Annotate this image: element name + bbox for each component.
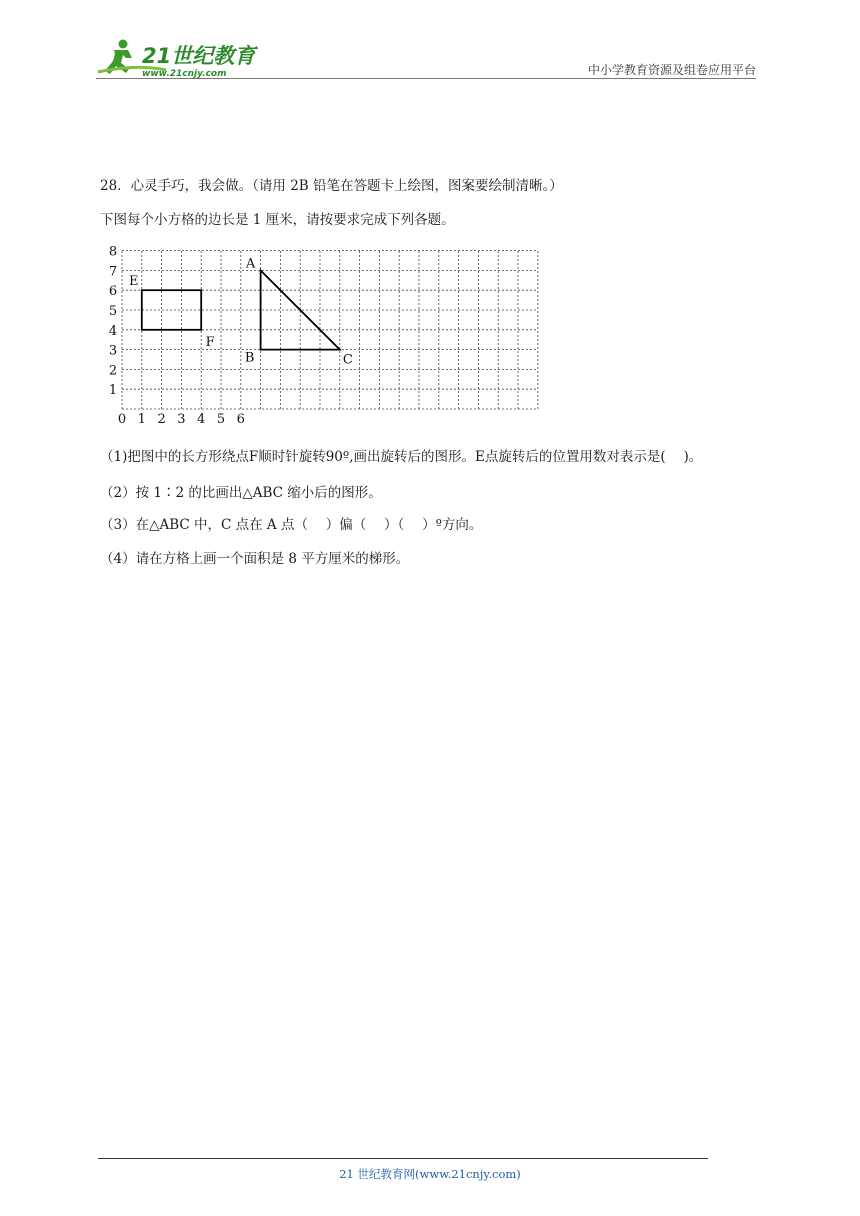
point-label-e: E xyxy=(129,274,139,290)
grid-figure xyxy=(98,238,548,428)
point-label-b: B xyxy=(244,350,255,366)
y-axis-label: 6 xyxy=(108,284,118,300)
x-axis-label: 2 xyxy=(157,412,166,427)
footer-text: 21 世纪教育网(www.21cnjy.com) xyxy=(339,1167,521,1181)
logo-url: www.21cnjy.com xyxy=(142,69,227,79)
sub-question-3: （3）在△ABC 中，C 点在 A 点（ ）偏（ ）（ ）º方向。 xyxy=(100,517,483,533)
question-intro: 下图每个小方格的边长是 1 厘米，请按要求完成下列各题。 xyxy=(100,212,455,228)
y-axis-label: 3 xyxy=(108,343,118,359)
x-axis-label: 4 xyxy=(197,412,206,427)
y-axis-label: 7 xyxy=(108,264,118,280)
x-axis-label: 1 xyxy=(137,412,146,427)
point-label-f: F xyxy=(205,334,215,350)
sub-question-1: （1)把图中的长方形绕点F顺时针旋转90º,画出旋转后的图形。E点旋转后的位置用数对表示是( )。 xyxy=(100,449,703,465)
question-title: 28．心灵手巧，我会做。（请用 2B 铅笔在答题卡上绘图，图案要绘制清晰。） xyxy=(100,178,563,194)
y-axis-label: 2 xyxy=(108,363,118,379)
x-axis-label: 6 xyxy=(236,412,245,427)
site-logo xyxy=(96,36,266,80)
footer-divider xyxy=(98,1158,708,1159)
y-axis-label: 8 xyxy=(108,244,118,260)
y-axis-label: 5 xyxy=(108,304,118,319)
y-axis-label: 4 xyxy=(108,323,118,339)
grid-labels xyxy=(109,245,353,427)
y-axis-label: 1 xyxy=(108,383,118,399)
x-axis-label: 3 xyxy=(177,412,186,427)
x-axis-label: 0 xyxy=(117,412,127,427)
point-label-a: A xyxy=(245,256,256,272)
point-label-c: C xyxy=(342,352,353,368)
logo-text: 21世纪教育 xyxy=(142,44,256,68)
x-axis-label: 5 xyxy=(216,412,226,427)
platform-name: 中小学教育资源及组卷应用平台 xyxy=(587,63,756,77)
sub-question-2: （2）按 1∶2 的比画出△ABC 缩小后的图形。 xyxy=(100,485,382,501)
header-divider xyxy=(96,78,756,79)
sub-question-4: （4）请在方格上画一个面积是 8 平方厘米的梯形。 xyxy=(100,551,410,567)
